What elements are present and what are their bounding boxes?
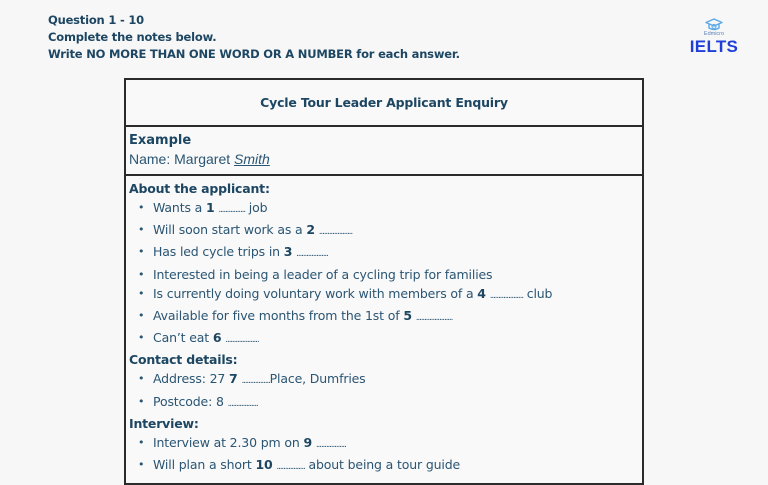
applicant-list [129, 198, 639, 350]
example-answer: Smith [234, 151, 270, 167]
question-number: 5 [403, 308, 412, 324]
question-number: 1 [205, 200, 215, 215]
item-text: Has led cycle trips in [153, 244, 284, 260]
instruction-line: Complete the notes below. [48, 30, 217, 44]
contact-list [129, 369, 639, 413]
notes-title: Cycle Tour Leader Applicant Enquiry [126, 80, 642, 127]
note-item [153, 306, 639, 328]
answer-blank[interactable]: ................. [241, 376, 270, 387]
answer-blank[interactable]: .................... [225, 335, 259, 346]
note-item [153, 284, 639, 306]
logo-brand-text: Edmicro [703, 31, 725, 37]
section-heading-contact: Contact details: [129, 352, 238, 368]
answer-blank[interactable]: ................... [296, 249, 328, 260]
note-item [153, 455, 639, 477]
instructions [48, 12, 460, 63]
section-heading-applicant: About the applicant: [129, 181, 270, 196]
answer-blank[interactable]: .................. [227, 398, 258, 409]
item-text: Postcode: 8 [153, 393, 228, 409]
item-text: Place, Dumfries [269, 371, 366, 387]
item-text: Can’t eat [153, 330, 213, 346]
question-number: 10 [255, 457, 273, 473]
note-item [153, 242, 639, 264]
question-number: 7 [229, 371, 238, 387]
example-label: Name: Margaret [129, 151, 235, 167]
item-text: club [522, 285, 553, 301]
item-text: Will soon start work as a [153, 222, 307, 238]
graduation-cap-icon [705, 18, 723, 32]
item-text: Wants a [153, 200, 206, 215]
item-text: Interview at 2.30 pm on [153, 434, 304, 450]
note-item [153, 328, 639, 350]
question-range: Question 1 - 10 [48, 13, 144, 27]
answer-blank[interactable]: .................... [489, 290, 523, 301]
interview-list [129, 433, 639, 477]
item-text: Address: 27 [153, 371, 230, 387]
note-item [153, 392, 639, 414]
example-section [126, 127, 642, 176]
question-number: 3 [283, 244, 293, 260]
answer-blank[interactable]: ...................... [415, 313, 453, 324]
item-text: Available for five months from the 1st of [153, 308, 404, 324]
example-line [129, 150, 639, 168]
notes-body [126, 176, 642, 483]
example-heading: Example [129, 133, 192, 148]
answer-blank[interactable]: .................... [318, 227, 352, 238]
note-item [153, 369, 639, 391]
instruction-word-limit: Write NO MORE THAN ONE WORD OR A NUMBER for each answer. [48, 47, 460, 61]
question-number: 2 [306, 222, 315, 238]
answer-blank[interactable]: ................. [276, 462, 305, 473]
question-number: 9 [303, 434, 313, 450]
item-text: about being a tour guide [304, 457, 461, 473]
notes-table [124, 78, 644, 485]
section-heading-interview: Interview: [129, 415, 199, 431]
logo-ielts-text: IELTS [689, 37, 739, 56]
edmicro-ielts-logo [686, 18, 742, 55]
note-item [153, 220, 639, 242]
question-number: 6 [212, 330, 222, 346]
item-text: Interested in being a leader of a cycling trip for families [153, 266, 493, 282]
item-text: job [244, 200, 268, 215]
answer-blank[interactable]: .................. [315, 439, 346, 450]
note-item [153, 198, 639, 220]
question-number: 4 [477, 285, 486, 301]
answer-blank[interactable]: ................ [218, 205, 245, 215]
item-text: Is currently doing voluntary work with members of a [153, 285, 478, 301]
item-text: Will plan a short [153, 457, 256, 473]
note-item [153, 433, 639, 455]
note-item [153, 265, 639, 284]
